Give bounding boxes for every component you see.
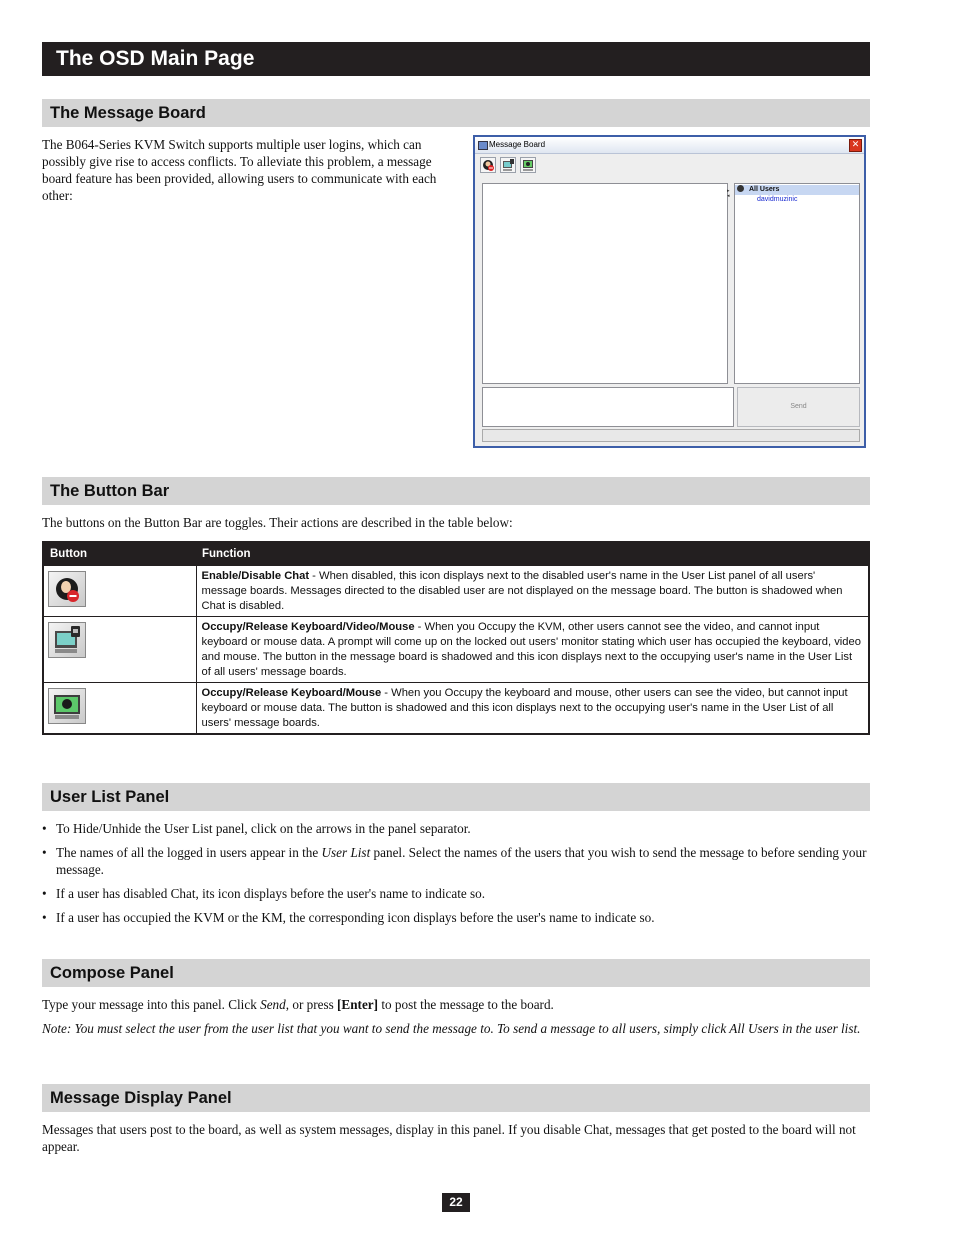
compose-panel[interactable] bbox=[482, 387, 734, 427]
column-header-function: Function bbox=[196, 543, 868, 566]
section-heading-user-list-panel: User List Panel bbox=[42, 783, 870, 811]
table-row bbox=[44, 617, 868, 683]
section-heading-message-board: The Message Board bbox=[42, 99, 870, 127]
function-description: - When you Occupy the KVM, other users cannot see the video, and cannot input keyboard or mouse data. A prompt will come up on the locked out users' monitor stating which user has occupied the keyboard, video and mouse. The button in the message board is shadowed and this icon displays next to the occupying user's name in the User List of all users' message boards. bbox=[201, 621, 861, 678]
section-heading-message-display-panel: Message Display Panel bbox=[42, 1084, 870, 1112]
list-item: • To Hide/Unhide the User List panel, click on the arrows in the panel separator. bbox=[42, 820, 870, 837]
table-row bbox=[44, 566, 868, 617]
occupy-kvm-icon bbox=[48, 622, 86, 658]
window-title: Message Board bbox=[489, 140, 546, 149]
table-row bbox=[44, 683, 868, 734]
message-board-intro: The B064-Series KVM Switch supports multiple user logins, which can possibly give rise to access conflicts. To alleviate this problem, a message board feature has been provided, allowing users to communicate with each other: bbox=[42, 137, 437, 203]
occupy-km-button[interactable] bbox=[520, 157, 536, 173]
button-table bbox=[42, 541, 870, 735]
function-description: - When you Occupy the keyboard and mouse, other users can see the video, but cannot input keyboard or mouse data. The button is shadowed and this icon displays next to the occupying user's name in the User List of all users' message boards. bbox=[201, 687, 848, 729]
compose-panel-note: Note: You must select the user from the user list that you want to send the message to. To send a message to all users, simply click All Users in the user list. bbox=[42, 1021, 861, 1036]
function-name: Enable/Disable Chat bbox=[201, 570, 310, 582]
list-item: • If a user has disabled Chat, its icon displays before the user's name to indicate so. bbox=[42, 885, 870, 902]
window-titlebar[interactable] bbox=[475, 137, 864, 154]
all-users-icon bbox=[737, 185, 744, 192]
status-bar bbox=[482, 429, 860, 442]
table-header-row bbox=[44, 543, 868, 566]
window-app-icon bbox=[478, 141, 488, 150]
chat-disable-icon bbox=[481, 158, 495, 172]
function-name: Occupy/Release Keyboard/Mouse bbox=[201, 687, 382, 699]
occupy-kvm-button[interactable] bbox=[500, 157, 516, 173]
chat-disable-icon bbox=[48, 571, 86, 607]
close-button[interactable]: ✕ bbox=[849, 139, 862, 152]
list-item: • The names of all the logged in users appear in the User List panel. Select the names of the users that you wish to send the message to before sending your message. bbox=[42, 844, 870, 878]
column-header-button: Button bbox=[44, 543, 196, 566]
occupy-kvm-icon bbox=[501, 158, 515, 172]
message-display-panel-text: Messages that users post to the board, as well as system messages, display in this panel. If you disable Chat, messages that get posted to the board will not appear. bbox=[42, 1122, 856, 1154]
user-list-item[interactable]: davidmuzinic bbox=[757, 196, 798, 203]
message-board-window bbox=[473, 135, 866, 448]
user-list-bullets bbox=[42, 820, 870, 933]
occupy-km-icon bbox=[48, 688, 86, 724]
page-number: 22 bbox=[442, 1193, 470, 1212]
message-display-panel[interactable] bbox=[482, 183, 728, 384]
function-description: - When disabled, this icon displays next to the disabled user's name in the User List panel of all users' message boards. Messages directed to the disabled user are not displayed on the message board. The button is shadowed when Chat is disabled. bbox=[201, 570, 843, 612]
function-name: Occupy/Release Keyboard/Video/Mouse bbox=[201, 621, 415, 633]
page-title: The OSD Main Page bbox=[42, 42, 870, 76]
section-heading-button-bar: The Button Bar bbox=[42, 477, 870, 505]
user-list-panel[interactable] bbox=[734, 183, 860, 384]
list-item: • If a user has occupied the KVM or the KM, the corresponding icon displays before the user's name to indicate so. bbox=[42, 909, 870, 926]
button-bar-intro: The buttons on the Button Bar are toggles. Their actions are described in the table below: bbox=[42, 515, 513, 530]
panel-separator-arrows[interactable]: ▸ ◂ bbox=[727, 189, 730, 199]
occupy-km-icon bbox=[521, 158, 535, 172]
user-list-item-all-users[interactable]: All Users bbox=[735, 185, 859, 195]
send-button[interactable]: Send bbox=[737, 387, 860, 427]
section-heading-compose-panel: Compose Panel bbox=[42, 959, 870, 987]
chat-toggle-button[interactable] bbox=[480, 157, 496, 173]
compose-panel-text: Type your message into this panel. Click Send, or press [Enter] to post the message to the board. bbox=[42, 997, 554, 1012]
